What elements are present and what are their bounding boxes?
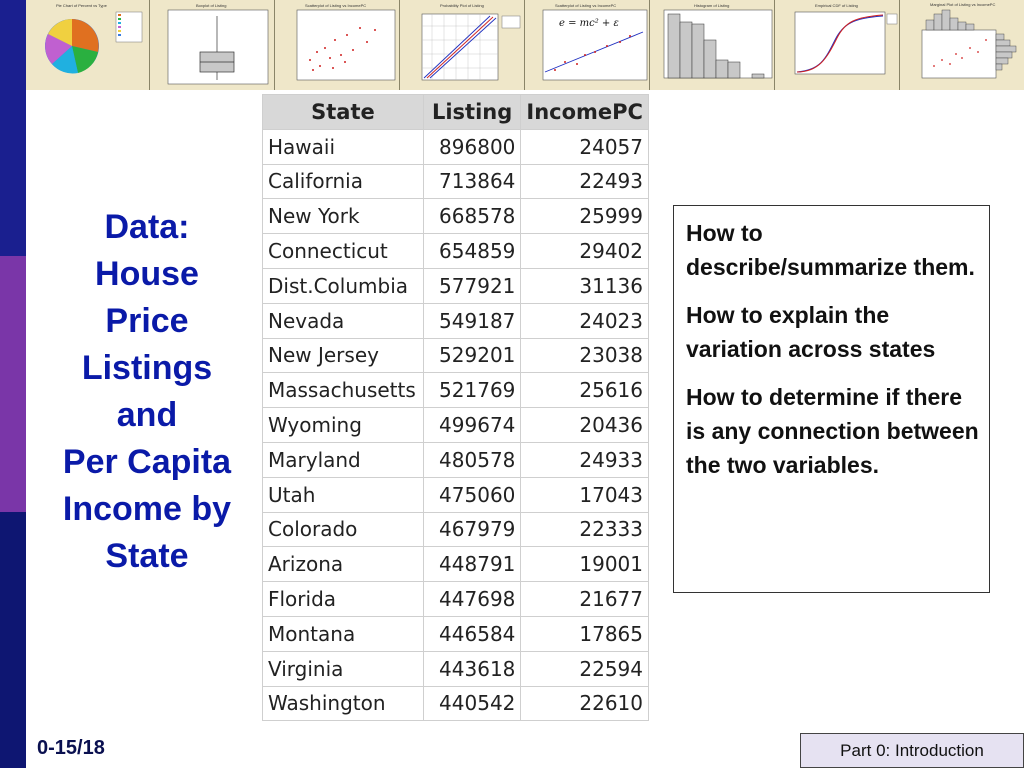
cell-state: Florida <box>263 582 424 617</box>
table-row <box>263 616 649 651</box>
table-row <box>263 477 649 512</box>
table-row <box>263 651 649 686</box>
probability-plot-icon <box>400 0 525 90</box>
cell-state: New York <box>263 199 424 234</box>
chart-thumbnail-strip <box>26 0 1024 90</box>
accent-segment-blue <box>0 0 26 256</box>
column-header-state: State <box>263 95 424 130</box>
cell-incomepc: 17043 <box>521 477 649 512</box>
cell-listing: 443618 <box>423 651 521 686</box>
table-row <box>263 686 649 721</box>
accent-segment-purple <box>0 256 26 512</box>
cell-listing: 668578 <box>423 199 521 234</box>
histogram-icon <box>650 0 775 90</box>
cell-listing: 577921 <box>423 268 521 303</box>
thumbnail-title: Boxplot of Listing <box>196 3 227 8</box>
thumbnail-title: Scatterplot of Listing vs IncomePC <box>555 3 617 8</box>
title-line: State <box>105 537 189 575</box>
thumbnail-boxplot <box>150 0 275 90</box>
questions-box <box>673 205 990 593</box>
cell-state: Nevada <box>263 303 424 338</box>
cell-listing: 654859 <box>423 234 521 269</box>
title-line: Data: <box>104 208 190 246</box>
cell-listing: 446584 <box>423 616 521 651</box>
cell-state: California <box>263 164 424 199</box>
column-header-incomepc: IncomePC <box>521 95 649 130</box>
thumbnail-title: Probability Plot of Listing <box>440 3 484 8</box>
cell-incomepc: 25999 <box>521 199 649 234</box>
cell-listing: 475060 <box>423 477 521 512</box>
cell-listing: 448791 <box>423 547 521 582</box>
table-row <box>263 512 649 547</box>
cell-incomepc: 20436 <box>521 408 649 443</box>
cell-listing: 529201 <box>423 338 521 373</box>
title-line: and <box>116 396 178 434</box>
cell-listing: 521769 <box>423 373 521 408</box>
cell-incomepc: 21677 <box>521 582 649 617</box>
thumbnail-marginal-plot <box>900 0 1024 90</box>
cell-incomepc: 24023 <box>521 303 649 338</box>
cell-listing: 467979 <box>423 512 521 547</box>
cell-incomepc: 17865 <box>521 616 649 651</box>
slide-number: 0-15/18 <box>37 737 105 759</box>
cell-incomepc: 24933 <box>521 442 649 477</box>
pie-chart-icon <box>26 0 150 90</box>
question-text: How to describe/summarize them. <box>686 220 975 280</box>
table-row <box>263 408 649 443</box>
table-row <box>263 303 649 338</box>
table-row <box>263 442 649 477</box>
thumbnail-title: Empirical CDF of Listing <box>815 3 858 8</box>
table-row <box>263 199 649 234</box>
title-line: House <box>95 255 199 293</box>
cell-listing: 713864 <box>423 164 521 199</box>
scatterplot-icon <box>275 0 400 90</box>
column-header-listing: Listing <box>423 95 521 130</box>
cell-state: Massachusetts <box>263 373 424 408</box>
thumbnail-title: Histogram of Listing <box>694 3 730 8</box>
cell-incomepc: 22594 <box>521 651 649 686</box>
cell-listing: 896800 <box>423 129 521 164</box>
thumbnail-regression-plot <box>525 0 650 90</box>
thumbnail-histogram <box>650 0 775 90</box>
thumbnail-title: Pie Chart of Percent vs Type <box>56 3 107 8</box>
cell-state: Wyoming <box>263 408 424 443</box>
table-row <box>263 164 649 199</box>
slide-title <box>40 204 254 580</box>
left-accent-bar <box>0 0 26 768</box>
cell-state: New Jersey <box>263 338 424 373</box>
section-label: Part 0: Introduction <box>800 733 1024 768</box>
cell-incomepc: 29402 <box>521 234 649 269</box>
cell-state: Virginia <box>263 651 424 686</box>
cdf-plot-icon <box>775 0 900 90</box>
thumbnail-title: Scatterplot of Listing vs IncomePC <box>305 3 367 8</box>
table-row <box>263 547 649 582</box>
table-row <box>263 582 649 617</box>
cell-listing: 549187 <box>423 303 521 338</box>
cell-state: Connecticut <box>263 234 424 269</box>
cell-state: Dist.Columbia <box>263 268 424 303</box>
table-row <box>263 129 649 164</box>
cell-incomepc: 22333 <box>521 512 649 547</box>
cell-incomepc: 22610 <box>521 686 649 721</box>
cell-incomepc: 19001 <box>521 547 649 582</box>
cell-state: Washington <box>263 686 424 721</box>
cell-listing: 440542 <box>423 686 521 721</box>
marginal-plot-icon <box>900 0 1024 90</box>
cell-listing: 499674 <box>423 408 521 443</box>
boxplot-icon <box>150 0 275 90</box>
table-row <box>263 234 649 269</box>
data-table <box>262 94 649 721</box>
cell-state: Maryland <box>263 442 424 477</box>
thumbnail-scatterplot <box>275 0 400 90</box>
table-row <box>263 338 649 373</box>
thumbnail-pie-chart <box>26 0 150 90</box>
accent-segment-navy <box>0 512 26 768</box>
cell-state: Arizona <box>263 547 424 582</box>
cell-listing: 480578 <box>423 442 521 477</box>
question-text: How to explain the variation across states <box>686 302 936 362</box>
data-table-container <box>262 94 649 742</box>
cell-incomepc: 24057 <box>521 129 649 164</box>
title-line: Price <box>105 302 189 340</box>
title-line: Income by <box>62 490 232 528</box>
thumbnail-cdf-plot <box>775 0 900 90</box>
cell-listing: 447698 <box>423 582 521 617</box>
table-row <box>263 268 649 303</box>
title-line: Listings <box>81 349 213 387</box>
cell-state: Utah <box>263 477 424 512</box>
cell-state: Colorado <box>263 512 424 547</box>
cell-incomepc: 25616 <box>521 373 649 408</box>
cell-incomepc: 22493 <box>521 164 649 199</box>
cell-state: Montana <box>263 616 424 651</box>
formula-text: e = mc² + ε <box>559 18 619 29</box>
table-row <box>263 373 649 408</box>
thumbnail-probability-plot <box>400 0 525 90</box>
cell-incomepc: 23038 <box>521 338 649 373</box>
question-text: How to determine if there is any connection between the two variables. <box>686 384 979 478</box>
thumbnail-title: Marginal Plot of Listing vs IncomePC <box>930 2 996 7</box>
regression-plot-icon <box>525 0 650 90</box>
cell-incomepc: 31136 <box>521 268 649 303</box>
table-header-row <box>263 95 649 130</box>
cell-state: Hawaii <box>263 129 424 164</box>
title-line: Per Capita <box>62 443 232 481</box>
